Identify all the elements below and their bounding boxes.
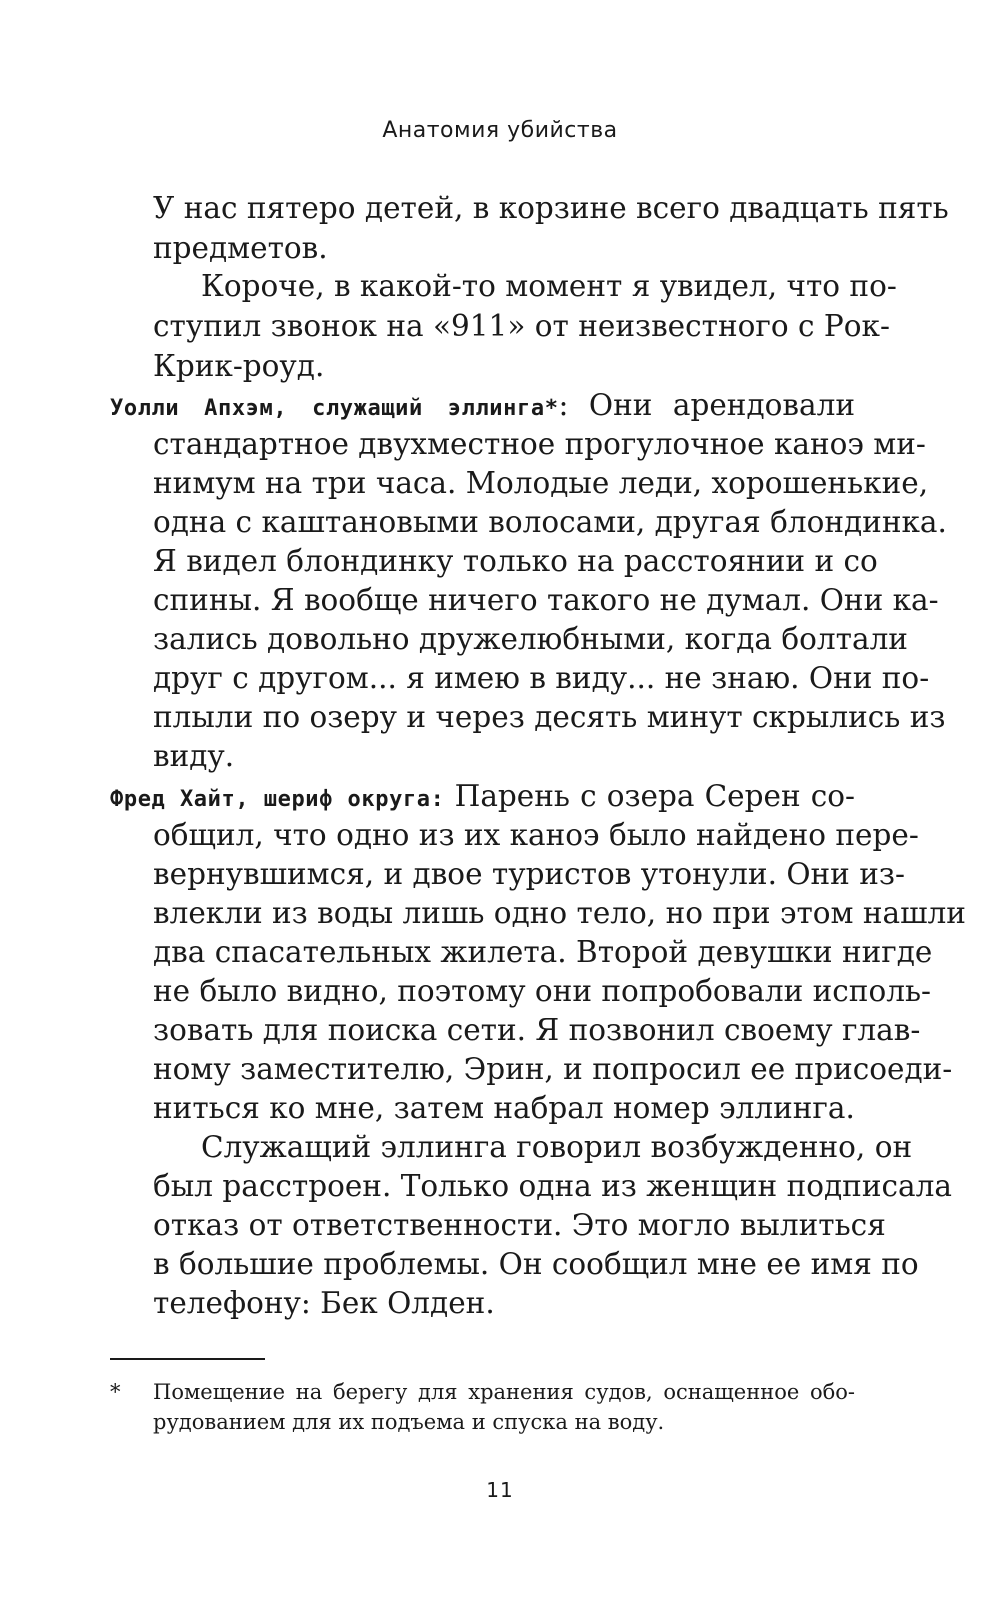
footnote-marker: *	[110, 1380, 121, 1404]
text-line: ступил звонок на «911» от неизвестного с Рок-	[153, 309, 890, 343]
running-title: Анатомия убийства	[382, 118, 618, 143]
text-line: предметов.	[153, 231, 328, 265]
text-line: в большие проблемы. Он сообщил мне ее имя по	[153, 1247, 919, 1281]
text-line: У нас пятеро детей, в корзине всего двадцать пять	[153, 191, 949, 225]
text-line: ниться ко мне, затем набрал номер эллинга.	[153, 1091, 855, 1125]
footnote-line: Помещение на берегу для хранения судов, оснащенное обо-	[153, 1380, 855, 1404]
text-line: стандартное двухместное прогулочное каноэ ми-	[153, 427, 926, 461]
footnote-marker: *	[544, 396, 559, 421]
speaker-name: Фред Хайт, шериф округа:	[110, 787, 445, 812]
text-line: два спасательных жилета. Второй девушки нигде	[153, 935, 933, 969]
text-line: телефону: Бек Олден.	[153, 1286, 495, 1320]
footnote-divider	[110, 1358, 265, 1360]
text-line: спины. Я вообще ничего такого не думал. Они ка-	[153, 583, 939, 617]
text-line: общил, что одно из их каноэ было найдено пере-	[153, 818, 919, 852]
text-line: Я видел блондинку только на расстоянии и со	[153, 544, 878, 578]
text-line: зовать для поиска сети. Я позвонил своему глав-	[153, 1013, 921, 1047]
speaker-line	[110, 776, 855, 820]
text-line: Короче, в какой-то момент я увидел, что по-	[201, 269, 897, 303]
text-line: ному заместителю, Эрин, и попросил ее присоеди-	[153, 1052, 953, 1086]
text-line: плыли по озеру и через десять минут скрылись из	[153, 700, 946, 734]
text-line: зались довольно дружелюбными, когда болтали	[153, 622, 908, 656]
text-line: вернувшимся, и двое туристов утонули. Они из-	[153, 857, 905, 891]
text-line: друг с другом... я имею в виду... не знаю. Они по-	[153, 661, 930, 695]
text-line: одна с каштановыми волосами, другая блондинка.	[153, 505, 947, 539]
text-line: виду.	[153, 739, 235, 773]
page-number: 11	[486, 1478, 514, 1502]
text-line: отказ от ответственности. Это могло вылиться	[153, 1208, 886, 1242]
text-line: не было видно, поэтому они попробовали исполь-	[153, 974, 931, 1008]
text-line: влекли из воды лишь одно тело, но при этом нашли	[153, 896, 966, 930]
speaker-line	[110, 385, 855, 429]
speech-start: : Они арендовали	[558, 388, 855, 422]
text-line: Служащий эллинга говорил возбужденно, он	[201, 1130, 913, 1164]
speaker-name: Уолли Апхэм, служащий эллинга	[110, 396, 545, 421]
text-line: был расстроен. Только одна из женщин подписала	[153, 1169, 952, 1203]
text-line: Крик-роуд.	[153, 349, 325, 383]
text-line: нимум на три часа. Молодые леди, хорошенькие,	[153, 466, 929, 500]
footnote-line: рудованием для их подъема и спуска на воду.	[153, 1410, 665, 1434]
speech-start: Парень с озера Серен со-	[444, 779, 855, 813]
